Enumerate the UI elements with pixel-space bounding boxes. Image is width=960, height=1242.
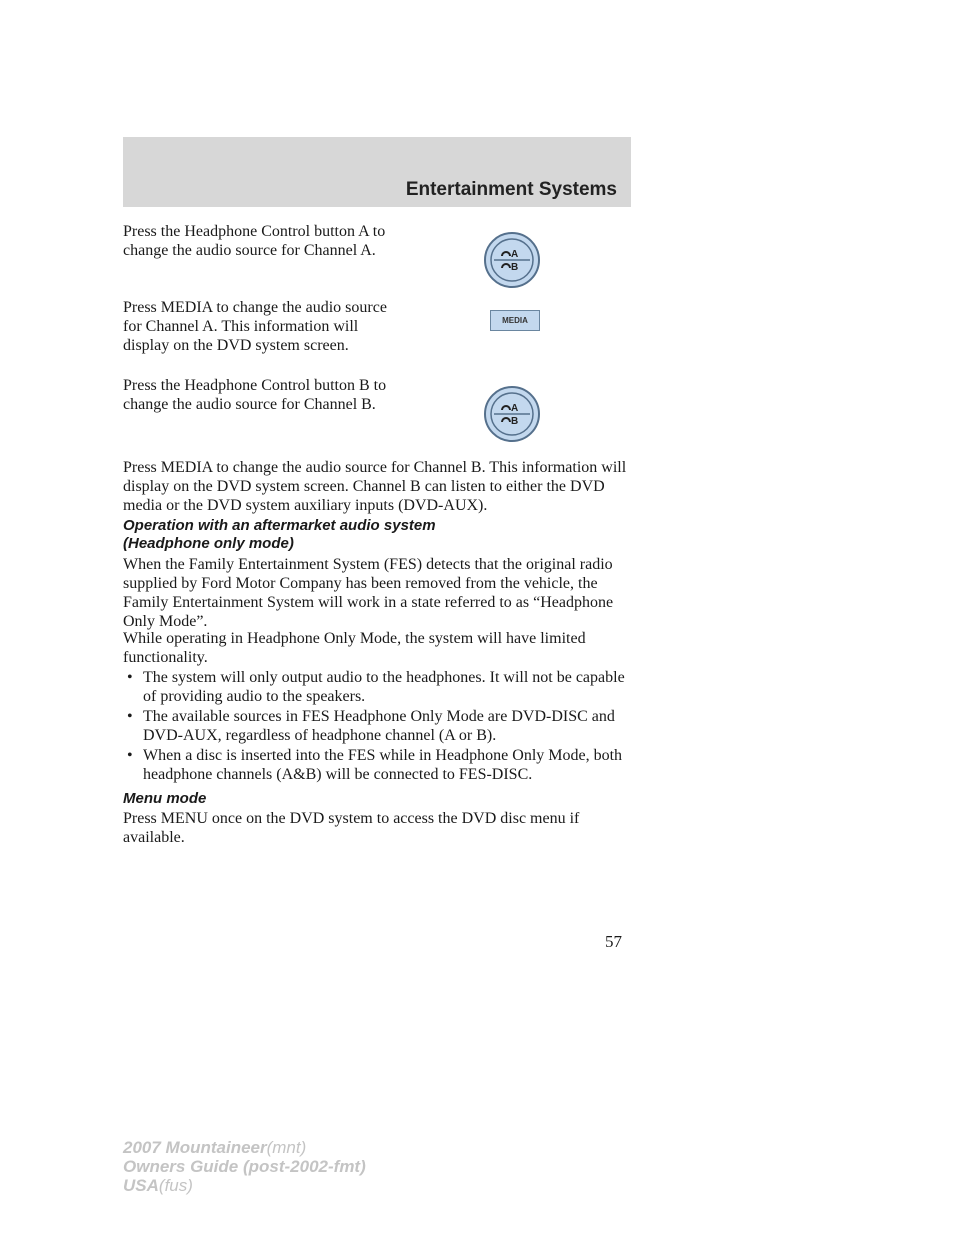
section-title: Entertainment Systems [405,179,617,200]
paragraph-headphone-only-detect: When the Family Entertainment System (FES) detects that the original radio supplied by Ford Motor Company has been removed from the vehicle, the Family Entertainment System will work in a state referred to as “Headphone Only Mode”. [123,556,614,630]
paragraph-media-channel-a: Press MEDIA to change the audio source for Channel A. This information will display on the DVD system screen. [123,299,387,354]
footer-market: USA [123,1176,159,1195]
footer-model: 2007 Mountaineer [123,1138,267,1157]
bullet-marker: • [127,708,133,725]
knob-label-b: B [511,262,519,273]
paragraph-channel-b-button: Press the Headphone Control button B to change the audio source for Channel B. [123,377,387,413]
knob-label-a: A [511,249,519,260]
footer-guide: Owners Guide (post-2002-fmt) [123,1157,366,1176]
footer-model-code: (mnt) [266,1138,307,1157]
document-footer [123,1138,523,1195]
bullet-marker: • [127,669,133,686]
headphone-control-b-icon [483,385,541,443]
knob-label-a: A [511,403,519,414]
subheading-aftermarket-line1: Operation with an aftermarket audio system [123,517,436,534]
list-item-text: The available sources in FES Headphone Only Mode are DVD-DISC and DVD-AUX, regardless of headphone channel (A or B). [143,708,615,744]
paragraph-menu-mode: Press MENU once on the DVD system to access the DVD disc menu if available. [123,810,580,846]
headphone-control-a-icon [483,231,541,289]
subheading-aftermarket-line2: (Headphone only mode) [123,535,294,552]
subheading-menu-mode: Menu mode [123,790,207,807]
list-item-text: The system will only output audio to the headphones. It will not be capable of providing audio to the speakers. [143,669,625,705]
section-header [123,137,631,207]
paragraph-limited-functionality: While operating in Headphone Only Mode, the system will have limited functionality. [123,630,586,666]
list-item-text: When a disc is inserted into the FES while in Headphone Only Mode, both headphone channels (A&B) will be connected to FES-DISC. [143,747,623,783]
page-number: 57 [605,932,622,951]
footer-market-code: (fus) [158,1176,193,1195]
paragraph-channel-a-button: Press the Headphone Control button A to change the audio source for Channel A. [123,223,386,259]
subheading-aftermarket [123,517,643,553]
paragraph-media-channel-b: Press MEDIA to change the audio source for Channel B. This information will display on the DVD system screen. Channel B can listen to either the DVD media or the DVD system auxiliary inputs (DVD-AUX). [123,459,627,514]
knob-label-b: B [511,416,519,427]
bullet-marker: • [127,747,133,764]
media-button-icon: MEDIA [490,310,540,331]
